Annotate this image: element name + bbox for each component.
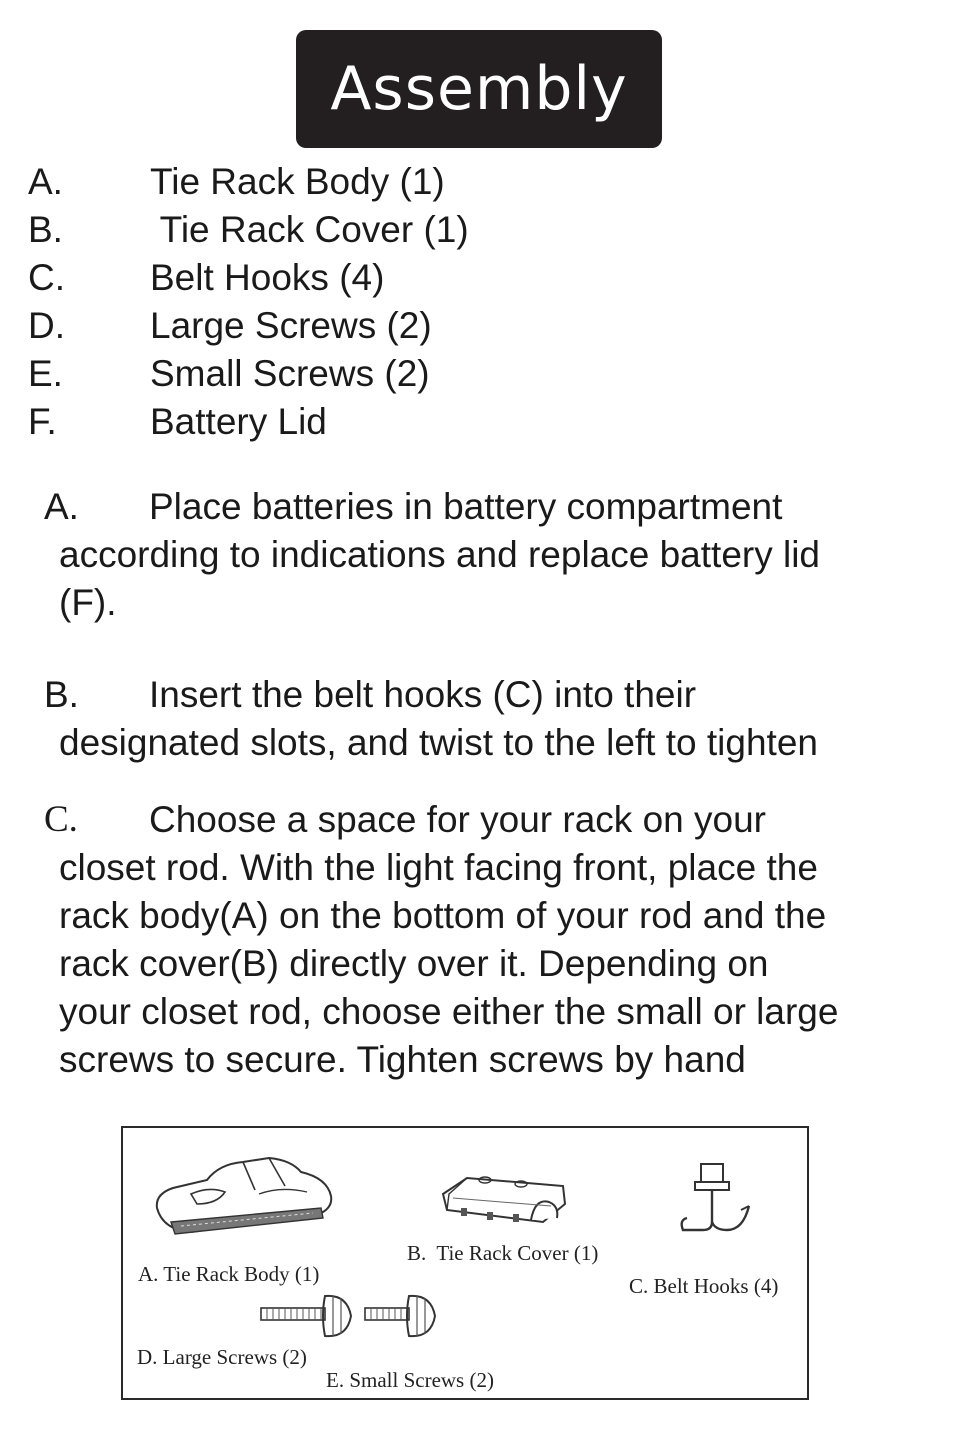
figure-label-body: A. Tie Rack Body (1)	[138, 1262, 320, 1286]
part-label: Tie Rack Body (1)	[150, 161, 445, 202]
figure-label-hooks: C. Belt Hooks (4)	[629, 1274, 779, 1298]
small-screw-illustration	[363, 1292, 441, 1340]
part-letter: A.	[28, 161, 63, 202]
figure-label-cover: B. Tie Rack Cover (1)	[407, 1241, 599, 1265]
tie-rack-cover-illustration	[439, 1164, 569, 1230]
step-text-line: Place batteries in battery compartment	[149, 486, 783, 527]
part-label: Belt Hooks (4)	[150, 257, 385, 298]
step-b	[44, 671, 924, 767]
step-text-line: (F).	[59, 582, 117, 623]
part-letter: C.	[28, 257, 65, 298]
page-title: Assembly	[330, 54, 628, 124]
part-letter: E.	[28, 353, 63, 394]
part-label: Small Screws (2)	[150, 353, 430, 394]
step-text-line: closet rod. With the light facing front, place the	[59, 847, 818, 888]
step-text-line: screws to secure. Tighten screws by hand	[59, 1039, 746, 1080]
title-banner	[296, 30, 662, 148]
part-letter: B.	[28, 209, 63, 250]
tie-rack-body-illustration	[151, 1150, 337, 1242]
step-text-line: according to indications and replace battery lid	[59, 534, 821, 575]
step-c	[44, 796, 924, 1084]
step-letter: C.	[44, 799, 78, 840]
step-text-line: your closet rod, choose either the small or large	[59, 991, 839, 1032]
step-letter: B.	[44, 674, 79, 715]
part-label: Tie Rack Cover (1)	[150, 209, 469, 250]
step-text-line: rack cover(B) directly over it. Depending on	[59, 943, 769, 984]
belt-hook-illustration	[675, 1160, 757, 1240]
step-text-line: Insert the belt hooks (C) into their	[149, 674, 697, 715]
step-text-line: designated slots, and twist to the left to tighten	[59, 722, 818, 763]
step-a	[44, 483, 924, 627]
part-letter: F.	[28, 401, 57, 442]
figure-label-small-screws: E. Small Screws (2)	[326, 1368, 494, 1392]
step-letter: A.	[44, 486, 79, 527]
step-text-line: Choose a space for your rack on your	[149, 799, 766, 840]
parts-illustration	[121, 1126, 809, 1400]
part-letter: D.	[28, 305, 65, 346]
step-text-line: rack body(A) on the bottom of your rod and the	[59, 895, 827, 936]
part-label: Battery Lid	[150, 401, 327, 442]
part-label: Large Screws (2)	[150, 305, 432, 346]
large-screw-illustration	[259, 1292, 355, 1340]
figure-label-large-screws: D. Large Screws (2)	[137, 1345, 307, 1369]
